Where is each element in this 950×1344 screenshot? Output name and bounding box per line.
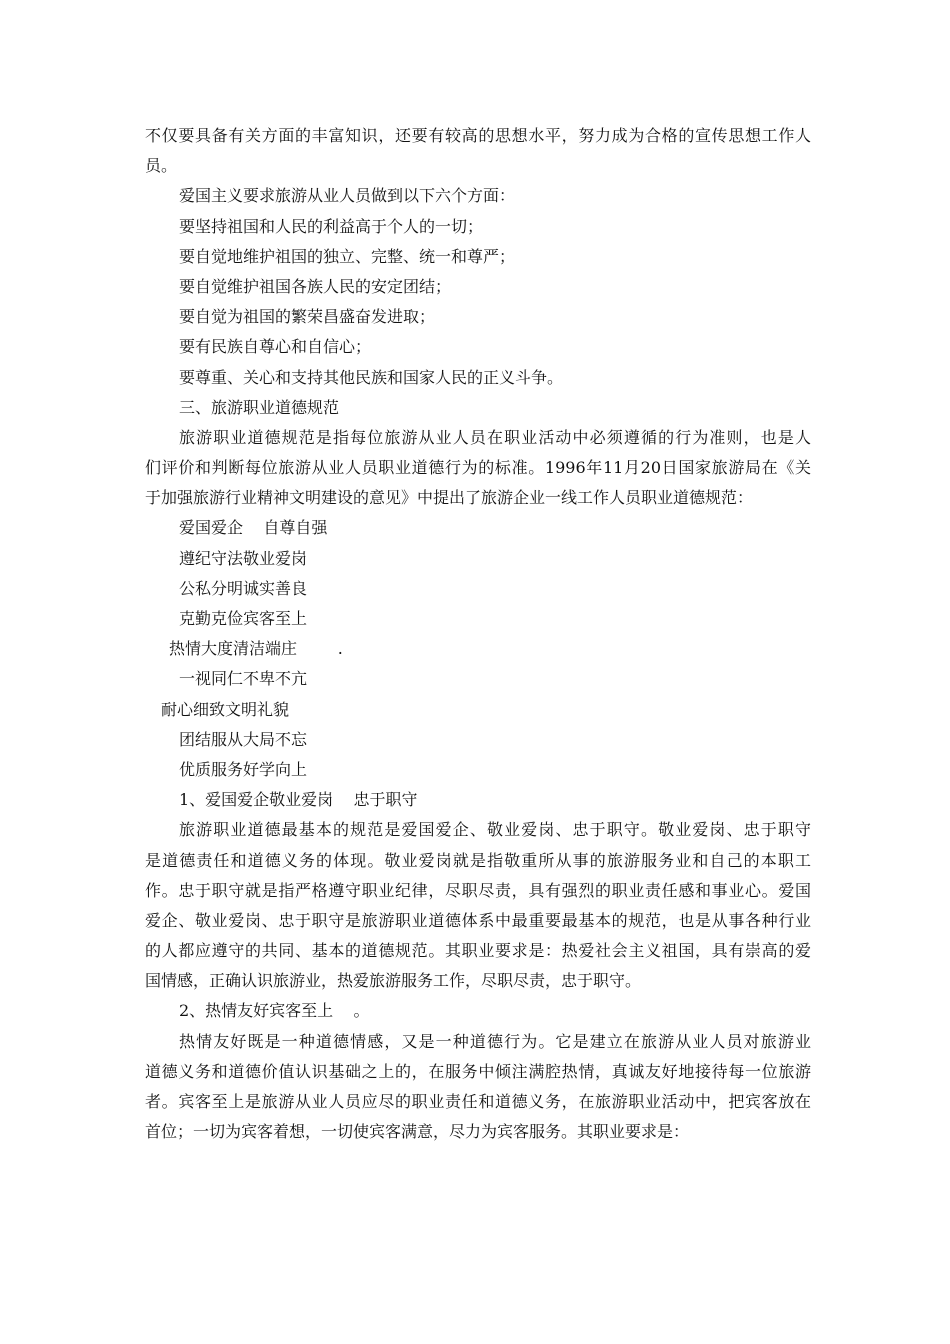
document-body — [145, 121, 811, 1147]
text-line: 旅游职业道德规范是指每位旅游从业人员在职业活动中必须遵循的行为准则，也是人 — [179, 427, 811, 447]
text-line: 国情感，正确认识旅游业，热爱旅游服务工作，尽职尽责，忠于职守。 — [145, 971, 642, 991]
text-line: 要自觉为祖国的繁荣昌盛奋发进取； — [179, 307, 436, 327]
text-line: 克勤克俭宾客至上 — [179, 609, 308, 628]
text-line: 要自觉维护祖国各族人民的安定团结； — [179, 276, 452, 296]
text-line: 一视同仁不卑不亢 — [179, 669, 308, 689]
text-line: 热情大度清洁端庄 . — [169, 639, 343, 659]
text-line: 旅游职业道德最基本的规范是爱国爱企、敬业爱岗、忠于职守。敬业爱岗、忠于职守 — [179, 820, 811, 840]
text-line: 爱国主义要求旅游从业人员做到以下六个方面： — [179, 186, 516, 206]
text-line: 1、爱国爱企敬业爱岗 忠于职守 — [179, 790, 418, 810]
text-line: 要坚持祖国和人民的利益高于个人的一切； — [179, 216, 484, 236]
text-line: 爱国爱企 自尊自强 — [179, 518, 328, 538]
text-line: 公私分明诚实善良 — [179, 578, 308, 598]
text-line: 要有民族自尊心和自信心； — [179, 337, 372, 357]
text-line: 者。宾客至上是旅游从业人员应尽的职业责任和道德义务，在旅游职业活动中，把宾客放在 — [145, 1092, 811, 1111]
text-line: 要尊重、关心和支持其他民族和国家人民的正义斗争。 — [179, 367, 564, 387]
text-line: 员。 — [145, 156, 178, 176]
text-line: 不仅要具备有关方面的丰富知识，还要有较高的思想水平，努力成为合格的宣传思想工作人 — [145, 126, 811, 145]
text-line: 首位；一切为宾客着想，一切使宾客满意，尽力为宾客服务。其职业要求是： — [145, 1122, 690, 1142]
text-line: 耐心细致文明礼貌 — [161, 699, 290, 719]
text-line: 爱企、敬业爱岗、忠于职守是旅游职业道德体系中最重要最基本的规范，也是从事各种行业 — [145, 910, 811, 930]
text-line: 是道德责任和道德义务的体现。敬业爱岗就是指敬重所从事的旅游服务业和自己的本职工 — [145, 850, 811, 870]
text-line: 们评价和判断每位旅游从业人员职业道德行为的标准。1996年11月20日国家旅游局在《关 — [145, 458, 811, 478]
text-line: 优质服务好学向上 — [179, 759, 308, 779]
text-line: 作。忠于职守就是指严格遵守职业纪律，尽职尽责，具有强烈的职业责任感和事业心。爱国 — [145, 880, 811, 900]
text-line: 遵纪守法敬业爱岗 — [179, 548, 308, 568]
text-line: 热情友好既是一种道德情感，又是一种道德行为。它是建立在旅游从业人员对旅游业 — [179, 1031, 811, 1051]
text-line: 团结服从大局不忘 — [179, 729, 308, 749]
text-line: 2、热情友好宾客至上 。 — [179, 1001, 370, 1021]
text-line: 于加强旅游行业精神文明建设的意见》中提出了旅游企业一线工作人员职业道德规范： — [145, 488, 754, 508]
text-line: 道德义务和道德价值认识基础之上的，在服务中倾注满腔热情，真诚友好地接待每一位旅游 — [145, 1061, 811, 1081]
text-line: 的人都应遵守的共同、基本的道德规范。其职业要求是：热爱社会主义祖国，具有崇高的爱 — [145, 941, 811, 961]
text-line: 要自觉地维护祖国的独立、完整、统一和尊严； — [179, 246, 516, 266]
text-line: 三、旅游职业道德规范 — [179, 397, 340, 417]
